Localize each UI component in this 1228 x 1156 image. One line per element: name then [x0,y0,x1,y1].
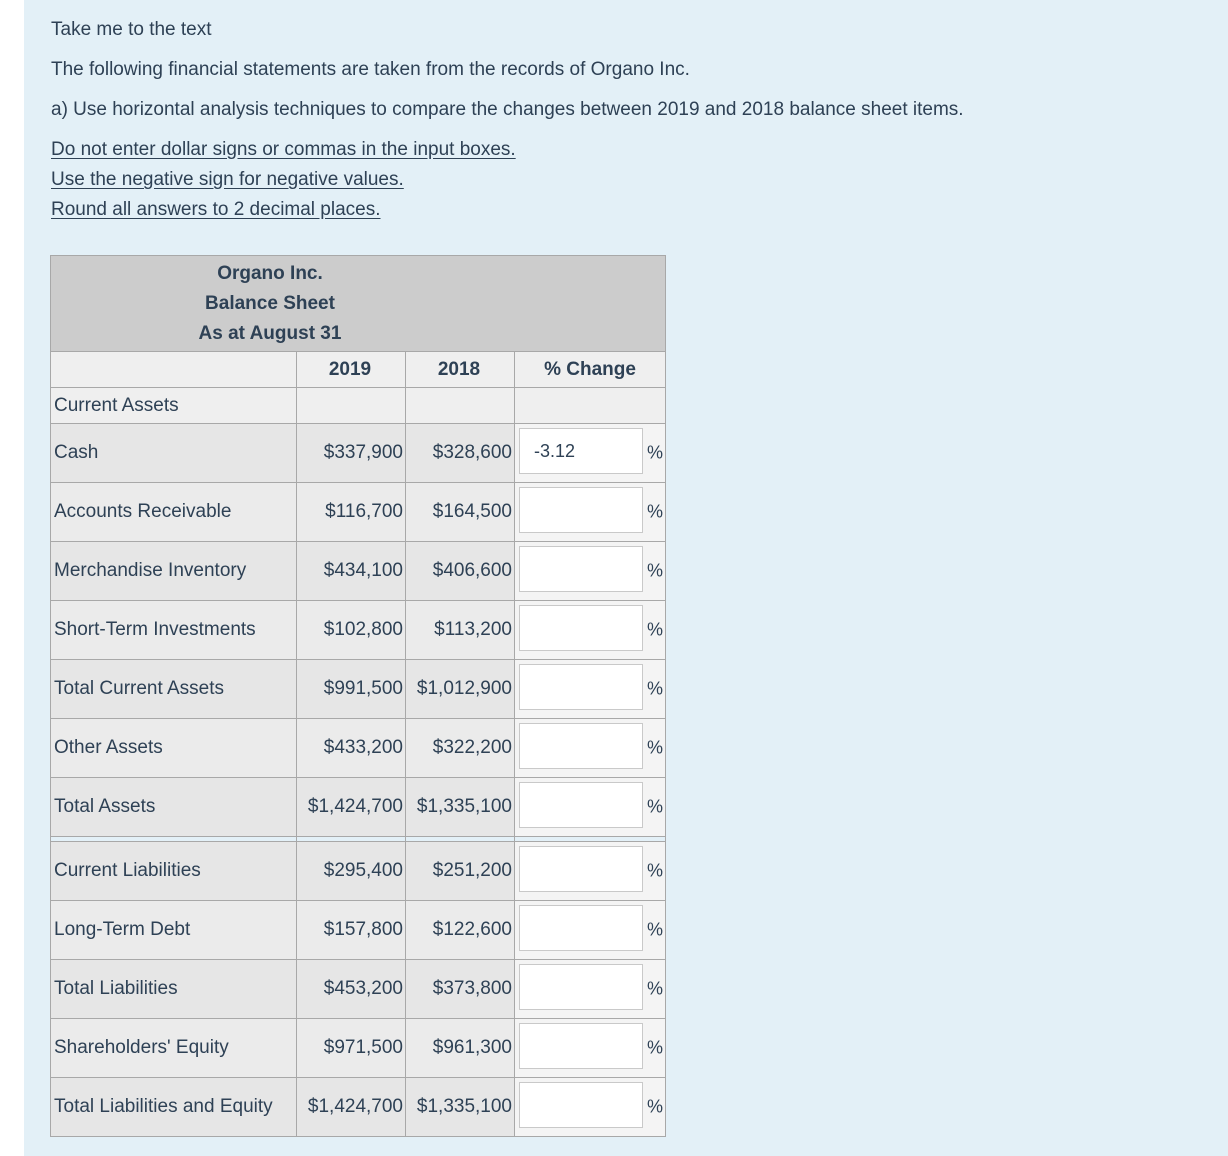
row-label: Total Assets [51,778,297,837]
value-2019: $1,424,700 [297,1078,406,1137]
question-text: a) Use horizontal analysis techniques to compare the changes between 2019 and 2018 balance sheet items. [51,99,964,120]
percent-change-input[interactable] [519,1023,643,1069]
statement-date: As at August 31 [198,322,342,344]
change-cell [515,778,666,837]
value-2019: $295,400 [297,842,406,901]
rule-decimal-places: Round all answers to 2 decimal places. [51,199,381,220]
change-cell [515,601,666,660]
rule-negative-sign: Use the negative sign for negative values. [51,169,404,190]
percent-change-input[interactable] [519,964,643,1010]
table-row [51,601,666,660]
value-2018: $1,335,100 [406,778,515,837]
row-label: Accounts Receivable [51,483,297,542]
percent-change-input[interactable] [519,428,643,474]
row-label: Long-Term Debt [51,901,297,960]
percent-sign: % [646,442,663,463]
table-row [51,1019,666,1078]
value-2018: $1,012,900 [406,660,515,719]
column-header-blank [51,352,297,388]
change-cell [515,960,666,1019]
value-2019: $337,900 [297,424,406,483]
value-2018: $406,600 [406,542,515,601]
table-row [51,960,666,1019]
value-2018: $1,335,100 [406,1078,515,1137]
change-cell [515,1019,666,1078]
table-row [51,901,666,960]
row-label: Cash [51,424,297,483]
column-header-2019: 2019 [297,352,406,388]
table-row [51,1078,666,1137]
value-2018: $113,200 [406,601,515,660]
value-2019: $433,200 [297,719,406,778]
row-label: Merchandise Inventory [51,542,297,601]
percent-sign: % [646,619,663,640]
table-row [51,660,666,719]
table-row [51,542,666,601]
percent-sign: % [646,796,663,817]
value-2019: $116,700 [297,483,406,542]
statement-text: The following financial statements are taken from the records of Organo Inc. [51,59,690,80]
value-2019: $991,500 [297,660,406,719]
change-cell [515,1078,666,1137]
percent-sign: % [646,860,663,881]
percent-sign: % [646,560,663,581]
balance-sheet-table [50,255,666,1137]
value-2019: $157,800 [297,901,406,960]
percent-sign: % [646,919,663,940]
rule-no-dollar-signs: Do not enter dollar signs or commas in the input boxes. [51,139,516,160]
column-header-change: % Change [515,352,666,388]
row-label: Other Assets [51,719,297,778]
value-2019: $102,800 [297,601,406,660]
table-row [51,842,666,901]
value-2018: $961,300 [406,1019,515,1078]
table-row [51,424,666,483]
percent-sign: % [646,501,663,522]
change-cell [515,660,666,719]
percent-change-input[interactable] [519,605,643,651]
value-2018: $251,200 [406,842,515,901]
value-2019: $1,424,700 [297,778,406,837]
section-label: Current Assets [51,388,297,424]
percent-sign: % [646,1096,663,1117]
table-row [51,483,666,542]
table-row [51,719,666,778]
row-label: Short-Term Investments [51,601,297,660]
table-row [51,778,666,837]
value-2018: $322,200 [406,719,515,778]
value-2019: $434,100 [297,542,406,601]
value-2018: $122,600 [406,901,515,960]
percent-change-input[interactable] [519,1082,643,1128]
row-label: Total Current Assets [51,660,297,719]
percent-change-input[interactable] [519,664,643,710]
value-2018: $328,600 [406,424,515,483]
column-header-2018: 2018 [406,352,515,388]
percent-sign: % [646,978,663,999]
change-cell [515,719,666,778]
percent-change-input[interactable] [519,723,643,769]
percent-change-input[interactable] [519,487,643,533]
value-2018: $373,800 [406,960,515,1019]
table-header [51,256,666,352]
value-2019: $971,500 [297,1019,406,1078]
value-2019: $453,200 [297,960,406,1019]
text-link[interactable]: Take me to the text [51,19,212,40]
percent-sign: % [646,678,663,699]
row-label: Shareholders' Equity [51,1019,297,1078]
company-name: Organo Inc. [217,262,323,284]
change-cell [515,842,666,901]
percent-change-input[interactable] [519,905,643,951]
row-label: Current Liabilities [51,842,297,901]
row-label: Total Liabilities and Equity [51,1078,297,1137]
change-cell [515,542,666,601]
row-label: Total Liabilities [51,960,297,1019]
change-cell [515,901,666,960]
value-2018: $164,500 [406,483,515,542]
percent-sign: % [646,1037,663,1058]
percent-sign: % [646,737,663,758]
statement-title: Balance Sheet [205,292,335,314]
percent-change-input[interactable] [519,846,643,892]
percent-change-input[interactable] [519,546,643,592]
change-cell [515,483,666,542]
percent-change-input[interactable] [519,782,643,828]
change-cell [515,424,666,483]
